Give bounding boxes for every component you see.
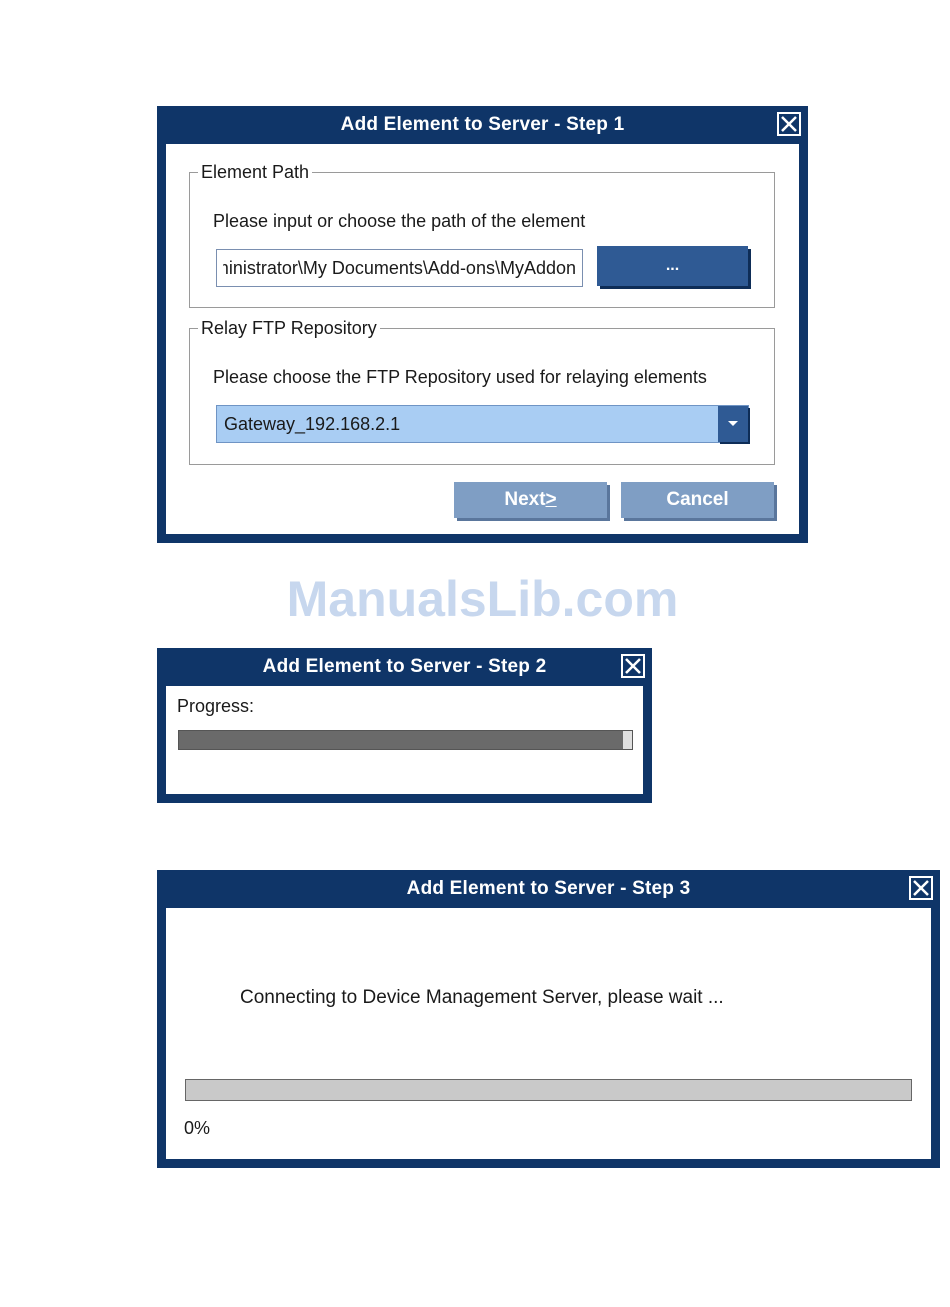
relay-ftp-prompt: Please choose the FTP Repository used for relaying elements bbox=[213, 367, 707, 387]
step2-close-button[interactable] bbox=[621, 654, 645, 678]
ftp-repository-select[interactable] bbox=[216, 405, 749, 443]
step2-progress-fill bbox=[179, 731, 623, 749]
watermark-text: ManualsLib.com bbox=[286, 571, 679, 627]
step2-progress-bar bbox=[178, 730, 633, 750]
step1-dialog bbox=[157, 106, 808, 543]
connection-status-message: Connecting to Device Management Server, please wait ... bbox=[240, 987, 724, 1008]
step2-title: Add Element to Server - Step 2 bbox=[262, 656, 547, 677]
element-path-prompt: Please input or choose the path of the element bbox=[213, 211, 586, 231]
step3-titlebar bbox=[166, 870, 931, 908]
element-path-group bbox=[189, 162, 775, 308]
ftp-repository-value: Gateway_192.168.2.1 bbox=[224, 413, 401, 434]
step2-body bbox=[166, 686, 643, 794]
step1-body bbox=[166, 144, 799, 534]
step3-close-button[interactable] bbox=[909, 876, 933, 900]
close-x-icon bbox=[779, 114, 799, 134]
element-path-legend: Element Path bbox=[198, 162, 312, 183]
close-x-icon bbox=[911, 878, 931, 898]
progress-percent: 0% bbox=[184, 1118, 211, 1138]
step1-titlebar bbox=[166, 106, 799, 144]
step3-title: Add Element to Server - Step 3 bbox=[406, 878, 691, 899]
step2-titlebar bbox=[166, 648, 643, 686]
step1-close-button[interactable] bbox=[777, 112, 801, 136]
cancel-button[interactable]: Cancel bbox=[621, 482, 774, 518]
step3-dialog bbox=[157, 870, 940, 1168]
relay-ftp-legend: Relay FTP Repository bbox=[198, 318, 380, 339]
close-x-icon bbox=[623, 656, 643, 676]
step3-progress-bar bbox=[185, 1079, 912, 1101]
step3-body bbox=[166, 908, 931, 1159]
chevron-down-icon[interactable] bbox=[718, 406, 748, 442]
step2-dialog bbox=[157, 648, 652, 803]
step1-title: Add Element to Server - Step 1 bbox=[340, 114, 625, 135]
relay-ftp-group bbox=[189, 318, 775, 465]
progress-label: Progress: bbox=[177, 696, 255, 716]
element-path-input[interactable] bbox=[216, 249, 583, 287]
next-button[interactable]: Next > bbox=[454, 482, 607, 518]
browse-button[interactable]: ... bbox=[597, 246, 748, 286]
